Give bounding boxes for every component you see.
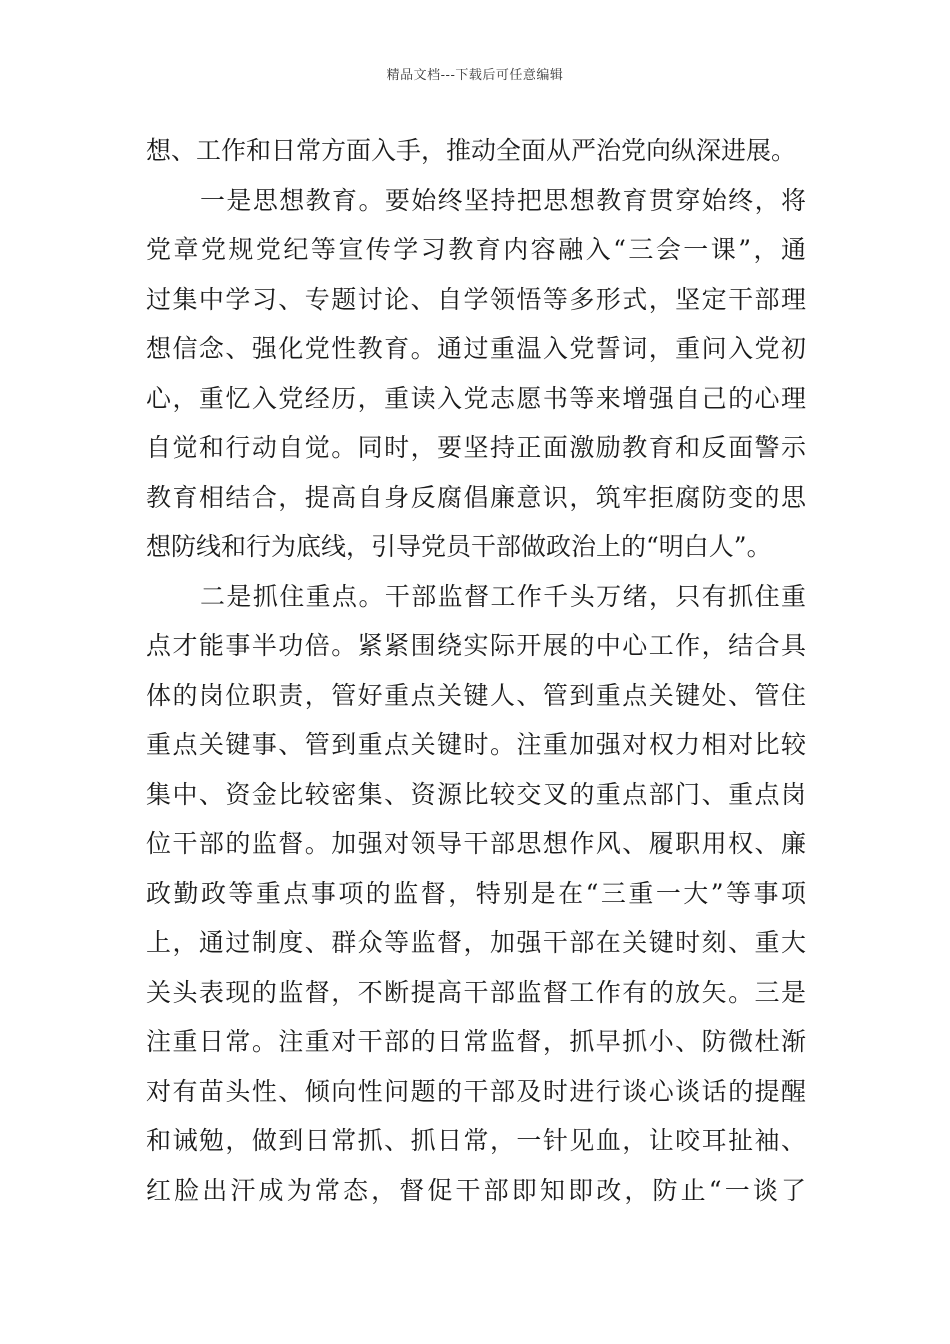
- text-line: 对有苗头性、倾向性问题的干部及时进行谈心谈话的提醒: [146, 1076, 806, 1106]
- text-line: 和诫勉，做到日常抓、抓日常，一针见血，让咬耳扯袖、: [146, 1126, 806, 1155]
- document-body: [146, 126, 806, 1215]
- text-line: 上，通过制度、群众等监督，加强干部在关键时刻、重大: [146, 928, 806, 957]
- text-line: 重点关键事、管到重点关键时。注重加强对权力相对比较: [146, 730, 806, 759]
- text-line: 想信念、强化党性教育。通过重温入党誓词，重问入党初: [146, 334, 806, 363]
- text-line: 想防线和行为底线，引导党员干部做政治上的“明白人”。: [146, 532, 772, 561]
- text-line: 关头表现的监督，不断提高干部监督工作有的放矢。三是: [146, 977, 806, 1007]
- text-line: 体的岗位职责，管好重点关键人、管到重点关键处、管住: [146, 680, 806, 710]
- text-line: 点才能事半功倍。紧紧围绕实际开展的中心工作，结合具: [146, 631, 806, 660]
- text-line: 政勤政等重点事项的监督，特别是在“三重一大”等事项: [146, 878, 806, 908]
- page-header: 精品文档---下载后可任意编辑: [386, 68, 564, 83]
- text-line: 想、工作和日常方面入手，推动全面从严治党向纵深进展。: [146, 136, 797, 165]
- text-line: 红脸出汗成为常态，督促干部即知即改，防止“一谈了: [146, 1175, 806, 1205]
- text-line: 过集中学习、专题讨论、自学领悟等多形式，坚定干部理: [146, 284, 806, 314]
- text-line: 注重日常。注重对干部的日常监督，抓早抓小、防微杜渐: [146, 1027, 806, 1056]
- text-line: 一是思想教育。要始终坚持把思想教育贯穿始终，将: [200, 185, 806, 215]
- text-line: 教育相结合，提高自身反腐倡廉意识，筑牢拒腐防变的思: [146, 482, 806, 512]
- text-line: 党章党规党纪等宣传学习教育内容融入“三会一课”，通: [146, 235, 806, 264]
- text-line: 自觉和行动自觉。同时，要坚持正面激励教育和反面警示: [146, 433, 806, 462]
- text-line: 位干部的监督。加强对领导干部思想作风、履职用权、廉: [146, 829, 806, 858]
- text-line: 心，重忆入党经历，重读入党志愿书等来增强自己的心理: [146, 383, 806, 413]
- text-line: 二是抓住重点。干部监督工作千头万绪，只有抓住重: [200, 581, 806, 611]
- text-line: 集中、资金比较密集、资源比较交叉的重点部门、重点岗: [146, 779, 806, 809]
